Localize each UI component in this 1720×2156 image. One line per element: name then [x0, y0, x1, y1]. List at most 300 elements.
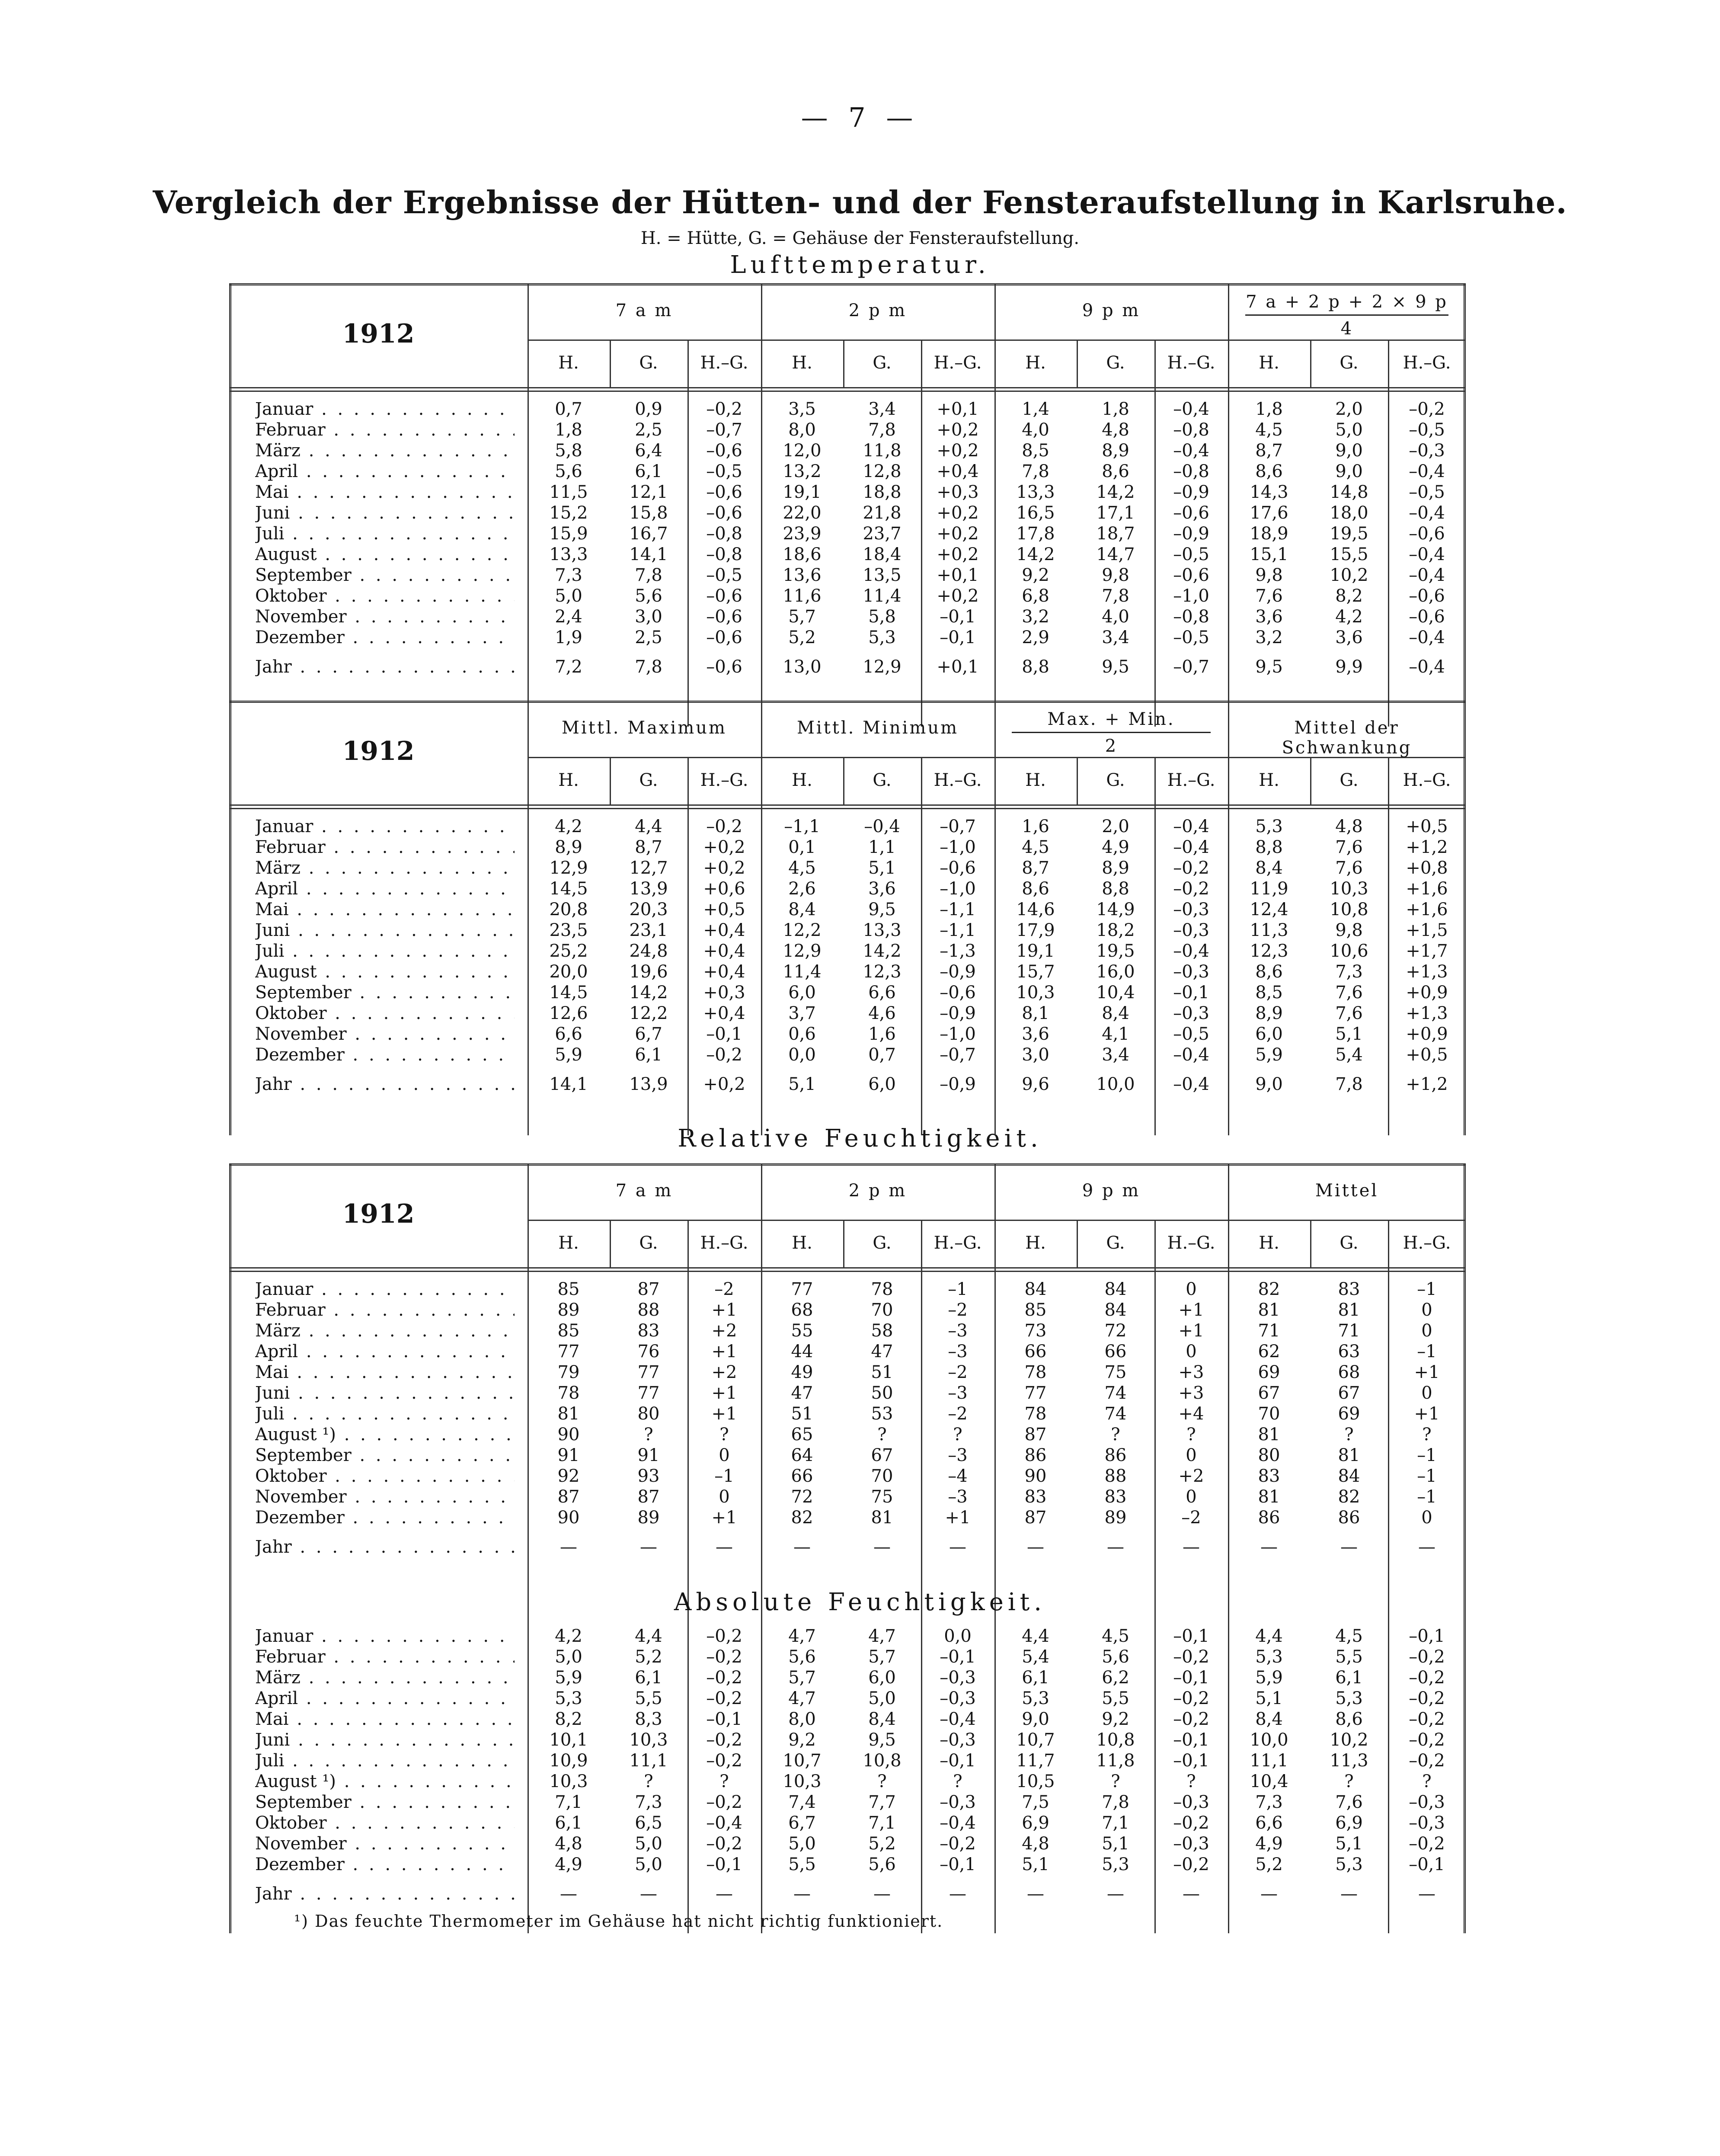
data-cell: ? — [644, 1425, 653, 1445]
abs-data-cell: –0,2 — [1173, 1688, 1209, 1708]
data-cell: –0,7 — [706, 420, 742, 440]
data-cell: +1,6 — [1406, 879, 1448, 899]
data-cell: 3,4 — [868, 399, 896, 419]
data-cell: 1,6 — [1022, 817, 1049, 836]
abs-data-cell: –0,1 — [1173, 1730, 1209, 1750]
data-cell: +3 — [1178, 1383, 1204, 1403]
data-cell: +0,5 — [1406, 1045, 1448, 1065]
abs-data-cell: –0,2 — [706, 1751, 742, 1771]
data-cell: 70 — [871, 1466, 893, 1486]
abs-data-cell: 5,7 — [868, 1647, 896, 1667]
data-cell: +0,4 — [703, 1003, 745, 1023]
abs-data-cell: –0,2 — [1409, 1647, 1445, 1667]
header-bottom-line — [229, 1267, 1466, 1269]
month-label: Juli — [255, 524, 285, 544]
abs-data-cell: –0,1 — [1409, 1626, 1445, 1646]
abs-data-cell: 8,2 — [555, 1709, 582, 1729]
data-cell: 4,5 — [788, 858, 816, 878]
data-cell: 3,6 — [868, 879, 896, 899]
data-cell: –0,5 — [1173, 1024, 1209, 1044]
data-cell: 4,2 — [1335, 607, 1363, 627]
abs-data-cell: 7,8 — [1102, 1792, 1129, 1812]
data-cell: 69 — [1338, 1404, 1360, 1424]
data-cell: –0,9 — [1173, 482, 1209, 502]
fraction-denominator: 2 — [1105, 736, 1118, 756]
data-row-label — [255, 817, 515, 836]
data-cell: 0 — [1186, 1445, 1197, 1465]
data-cell: +1 — [711, 1383, 737, 1403]
abs-data-cell: –0,2 — [1409, 1709, 1445, 1729]
table-year-label: 1912 — [342, 736, 415, 766]
abs-data-cell: 6,1 — [1335, 1668, 1363, 1688]
data-cell: — — [640, 1537, 657, 1557]
data-cell: 8,2 — [1335, 586, 1363, 606]
data-cell: +1,5 — [1406, 920, 1448, 940]
abs-data-cell: –0,2 — [706, 1688, 742, 1708]
data-cell: 83 — [1104, 1487, 1127, 1507]
data-cell: 1,8 — [1102, 399, 1129, 419]
data-cell: 0,7 — [868, 1045, 896, 1065]
abs-data-cell: –0,2 — [706, 1668, 742, 1688]
abs-data-cell: –0,2 — [706, 1834, 742, 1854]
column-group-header: Mittel der Schwankung — [1282, 718, 1412, 758]
abs-data-row-label — [255, 1647, 515, 1667]
data-row-label — [255, 1003, 515, 1023]
data-cell: 8,1 — [1022, 1003, 1049, 1023]
data-cell: ? — [953, 1425, 962, 1445]
data-cell: 81 — [1258, 1300, 1280, 1320]
data-cell: ? — [1422, 1425, 1432, 1445]
abs-data-cell: 4,9 — [1255, 1834, 1283, 1854]
data-cell: –0,3 — [1173, 920, 1209, 940]
data-cell: 12,2 — [783, 920, 822, 940]
data-cell: +0,2 — [937, 524, 979, 544]
month-label: Dezember — [255, 1045, 345, 1065]
abs-data-cell: 5,4 — [1022, 1647, 1049, 1667]
data-cell: 11,3 — [1250, 920, 1288, 940]
data-cell: — — [1340, 1537, 1358, 1557]
data-cell: –0,2 — [1173, 879, 1209, 899]
subheader-h: H. — [792, 353, 812, 373]
abs-data-cell: 7,5 — [1022, 1792, 1049, 1812]
data-cell: –1,1 — [940, 920, 976, 940]
abs-data-cell: –0,2 — [1409, 1730, 1445, 1750]
month-label: Januar — [255, 1626, 313, 1646]
data-cell: 6,0 — [1255, 1024, 1283, 1044]
data-cell: 84 — [1104, 1300, 1127, 1320]
section-title-lufttemperatur: Lufttemperatur. — [730, 251, 990, 279]
data-cell: 5,0 — [555, 586, 582, 606]
abs-data-cell: 10,2 — [1330, 1730, 1368, 1750]
abs-data-row-label — [255, 1884, 515, 1904]
table-left-border — [229, 1163, 231, 1933]
abs-data-cell: 4,7 — [868, 1626, 896, 1646]
month-label: Jahr — [255, 1884, 292, 1904]
abs-data-cell: ? — [644, 1772, 653, 1791]
data-cell: 1,9 — [555, 628, 582, 647]
data-cell: –2 — [948, 1404, 968, 1424]
data-cell: 18,4 — [863, 545, 902, 564]
data-cell: 0 — [1421, 1508, 1432, 1528]
subheader-h: H. — [792, 770, 812, 790]
data-cell: +0,4 — [703, 962, 745, 982]
abs-data-cell: — — [1418, 1884, 1435, 1904]
data-cell: 79 — [557, 1362, 580, 1382]
data-cell: — — [1107, 1537, 1124, 1557]
header-bottom-line-2 — [229, 1271, 1466, 1272]
data-cell: 12,3 — [863, 962, 902, 982]
data-row-label — [255, 1300, 515, 1320]
data-cell: — — [949, 1537, 966, 1557]
subheader-diff: H.–G. — [1403, 1233, 1451, 1253]
abs-data-cell: ? — [1422, 1772, 1432, 1791]
data-cell: 0,1 — [788, 837, 816, 857]
data-cell: –0,2 — [706, 399, 742, 419]
data-cell: –1 — [1417, 1342, 1437, 1362]
data-cell: –1,3 — [940, 941, 976, 961]
data-cell: –0,5 — [1409, 420, 1445, 440]
data-cell: –0,3 — [1409, 441, 1445, 461]
data-cell: 8,5 — [1255, 983, 1283, 1003]
subheader-g: G. — [1340, 353, 1359, 373]
data-cell: +1 — [711, 1508, 737, 1528]
data-row-label — [255, 1362, 515, 1382]
data-cell: 8,9 — [555, 837, 582, 857]
month-label: November — [255, 607, 347, 627]
subheader-diff: H.–G. — [1167, 770, 1215, 790]
data-cell: 86 — [1258, 1508, 1280, 1528]
data-cell: 90 — [557, 1425, 580, 1445]
data-cell: — — [873, 1537, 891, 1557]
data-cell: 5,8 — [555, 441, 582, 461]
data-cell: 2,4 — [555, 607, 582, 627]
data-cell: –0,8 — [706, 524, 742, 544]
header-divider — [528, 1220, 1466, 1221]
data-row-label — [255, 1383, 515, 1403]
month-label: April — [255, 879, 298, 899]
data-cell: 11,4 — [783, 962, 822, 982]
footnote: ¹) Das feuchte Thermometer im Gehäuse hat nicht richtig funktioniert. — [294, 1912, 943, 1931]
subheader-diff: H.–G. — [934, 770, 982, 790]
data-cell: 85 — [557, 1279, 580, 1299]
data-cell: 14,2 — [863, 941, 902, 961]
data-cell: –0,4 — [1173, 399, 1209, 419]
data-cell: 4,4 — [635, 817, 662, 836]
abs-data-cell: 5,9 — [555, 1668, 582, 1688]
subheader-diff: H.–G. — [1167, 353, 1215, 373]
data-cell: +0,8 — [1406, 858, 1448, 878]
data-cell: +0,1 — [937, 399, 979, 419]
data-cell: +1,7 — [1406, 941, 1448, 961]
subheader-diff: H.–G. — [700, 1233, 748, 1253]
abs-data-cell: 4,5 — [1102, 1626, 1129, 1646]
data-cell: 8,6 — [1255, 962, 1283, 982]
data-cell: –0,6 — [940, 858, 976, 878]
data-cell: 77 — [637, 1362, 660, 1382]
data-cell: –1,0 — [940, 837, 976, 857]
data-cell: 51 — [871, 1362, 893, 1382]
data-cell: 0 — [1186, 1487, 1197, 1507]
data-cell: 8,7 — [1255, 441, 1283, 461]
data-cell: –0,2 — [706, 1045, 742, 1065]
data-cell: 8,8 — [1022, 657, 1049, 677]
data-cell: 89 — [557, 1300, 580, 1320]
data-cell: –4 — [948, 1466, 968, 1486]
data-cell: 1,8 — [1255, 399, 1283, 419]
data-cell: 9,0 — [1335, 441, 1363, 461]
column-group-header: Max. + Min. — [1047, 709, 1175, 729]
month-label: November — [255, 1487, 347, 1507]
data-cell: +1,3 — [1406, 962, 1448, 982]
data-cell: 81 — [1258, 1425, 1280, 1445]
data-row-label — [255, 503, 515, 523]
data-cell: 78 — [1024, 1362, 1047, 1382]
data-cell: –0,9 — [940, 962, 976, 982]
data-cell: –3 — [948, 1321, 968, 1341]
subheader-h: H. — [558, 1233, 579, 1253]
data-cell: 90 — [1024, 1466, 1047, 1486]
data-cell: 16,5 — [1016, 503, 1055, 523]
abs-data-cell: 6,5 — [635, 1813, 662, 1833]
month-label: April — [255, 1688, 298, 1708]
data-cell: 86 — [1104, 1445, 1127, 1465]
data-cell: –0,4 — [1173, 941, 1209, 961]
subheader-diff: H.–G. — [934, 1233, 982, 1253]
subheader-g: G. — [1106, 1233, 1125, 1253]
data-cell: 5,9 — [555, 1045, 582, 1065]
abs-data-cell: 7,3 — [1255, 1792, 1283, 1812]
abs-data-cell: — — [1027, 1884, 1044, 1904]
data-cell: –0,1 — [940, 607, 976, 627]
data-cell: 86 — [1338, 1508, 1360, 1528]
abs-data-cell: 4,5 — [1335, 1626, 1363, 1646]
month-label: Oktober — [255, 1813, 327, 1833]
month-label: März — [255, 1321, 301, 1341]
data-cell: 80 — [637, 1404, 660, 1424]
month-label: Oktober — [255, 1003, 327, 1023]
data-cell: 10,4 — [1096, 983, 1135, 1003]
month-label: August — [255, 962, 317, 982]
data-cell: 8,7 — [635, 837, 662, 857]
abs-data-cell: 5,6 — [788, 1647, 816, 1667]
abs-data-cell: –0,2 — [706, 1626, 742, 1646]
data-cell: 82 — [1258, 1279, 1280, 1299]
data-cell: 7,2 — [555, 657, 582, 677]
abs-data-cell: 5,9 — [1255, 1668, 1283, 1688]
data-cell: –0,6 — [706, 607, 742, 627]
month-label: Mai — [255, 482, 289, 502]
data-cell: –1 — [1417, 1279, 1437, 1299]
data-cell: — — [1183, 1537, 1200, 1557]
month-label: Dezember — [255, 1508, 345, 1528]
data-cell: 7,6 — [1335, 983, 1363, 1003]
data-cell: +0,2 — [937, 586, 979, 606]
data-cell: 0 — [1421, 1321, 1432, 1341]
abs-data-cell: 7,1 — [868, 1813, 896, 1833]
data-cell: 77 — [557, 1342, 580, 1362]
column-group-header: Mittel — [1315, 1181, 1379, 1201]
abs-data-cell: –0,2 — [1409, 1834, 1445, 1854]
data-cell: 14,5 — [549, 879, 588, 899]
abs-data-cell: 6,1 — [635, 1668, 662, 1688]
data-row-label — [255, 524, 515, 544]
subheader-diff: H.–G. — [700, 353, 748, 373]
data-cell: 87 — [557, 1487, 580, 1507]
abs-data-cell: –0,3 — [1409, 1792, 1445, 1812]
data-cell: +0,2 — [703, 858, 745, 878]
abs-data-cell: –0,2 — [706, 1792, 742, 1812]
data-cell: 12,2 — [629, 1003, 668, 1023]
abs-data-cell: 5,5 — [1335, 1647, 1363, 1667]
data-cell: 15,7 — [1016, 962, 1055, 982]
data-row-label — [255, 900, 515, 919]
abs-data-cell: 5,5 — [1102, 1688, 1129, 1708]
data-cell: 15,2 — [549, 503, 588, 523]
data-cell: 77 — [791, 1279, 813, 1299]
data-row-label — [255, 879, 515, 899]
abs-data-cell: 11,1 — [629, 1751, 668, 1771]
data-cell: — — [1027, 1537, 1044, 1557]
data-cell: 5,0 — [1335, 420, 1363, 440]
abs-data-cell: ? — [719, 1772, 729, 1791]
data-cell: 7,8 — [1335, 1074, 1363, 1094]
data-cell: –0,6 — [940, 983, 976, 1003]
abs-data-row-label — [255, 1668, 515, 1688]
data-cell: –1,1 — [784, 817, 820, 836]
data-cell: 10,0 — [1096, 1074, 1135, 1094]
data-cell: +0,6 — [703, 879, 745, 899]
data-cell: 75 — [1104, 1362, 1127, 1382]
data-cell: 65 — [791, 1425, 813, 1445]
data-cell: 10,8 — [1330, 900, 1368, 919]
data-cell: –0,9 — [940, 1003, 976, 1023]
month-label: August ¹) — [255, 1772, 336, 1791]
data-cell: +1,6 — [1406, 900, 1448, 919]
abs-data-cell: 8,6 — [1335, 1709, 1363, 1729]
abs-data-row-label — [255, 1626, 515, 1646]
table-top-border — [229, 283, 1466, 285]
data-cell: 91 — [637, 1445, 660, 1465]
data-cell: 3,4 — [1102, 1045, 1129, 1065]
data-cell: 92 — [557, 1466, 580, 1486]
abs-data-cell: — — [1107, 1884, 1124, 1904]
data-cell: +1 — [1414, 1404, 1440, 1424]
subheader-h: H. — [1025, 353, 1046, 373]
section-title-absolute-feuchtigkeit: Absolute Feuchtigkeit. — [674, 1588, 1046, 1616]
data-cell: +0,2 — [937, 503, 979, 523]
abs-data-cell: 7,3 — [635, 1792, 662, 1812]
data-cell: 23,9 — [783, 524, 822, 544]
month-label: Mai — [255, 1709, 289, 1729]
data-cell: +1,3 — [1406, 1003, 1448, 1023]
data-cell: 14,5 — [549, 983, 588, 1003]
data-cell: 5,8 — [868, 607, 896, 627]
abs-data-cell: 10,1 — [549, 1730, 588, 1750]
data-cell: +1 — [711, 1342, 737, 1362]
data-cell: 14,6 — [1016, 900, 1055, 919]
subheader-h: H. — [792, 1233, 812, 1253]
data-cell: 8,5 — [1022, 441, 1049, 461]
data-cell: 13,3 — [1016, 482, 1055, 502]
data-cell: 77 — [637, 1383, 660, 1403]
data-cell: 83 — [1258, 1466, 1280, 1486]
data-cell: 14,8 — [1330, 482, 1368, 502]
data-cell: 7,8 — [635, 565, 662, 585]
data-cell: –0,4 — [864, 817, 900, 836]
abs-data-cell: –0,3 — [940, 1792, 976, 1812]
table-year-label: 1912 — [342, 319, 415, 349]
subheader-g: G. — [873, 1233, 892, 1253]
data-cell: ? — [1186, 1425, 1196, 1445]
abs-data-cell: –0,2 — [1409, 1668, 1445, 1688]
data-cell: 3,5 — [788, 399, 816, 419]
data-cell: 12,4 — [1250, 900, 1288, 919]
abs-data-cell: 10,8 — [1096, 1730, 1135, 1750]
data-cell: 23,7 — [863, 524, 902, 544]
data-cell: 5,1 — [788, 1074, 816, 1094]
data-cell: 78 — [871, 1279, 893, 1299]
data-row-label — [255, 983, 515, 1003]
abs-data-cell: 5,3 — [1102, 1855, 1129, 1874]
data-cell: 83 — [1338, 1279, 1360, 1299]
abs-data-cell: 0,0 — [944, 1626, 972, 1646]
data-cell: 5,2 — [788, 628, 816, 647]
data-cell: –0,6 — [1409, 607, 1445, 627]
subheader-diff: H.–G. — [700, 770, 748, 790]
month-label: Januar — [255, 817, 313, 836]
data-cell: 76 — [637, 1342, 660, 1362]
data-cell: 4,0 — [1102, 607, 1129, 627]
abs-data-cell: 10,4 — [1250, 1772, 1288, 1791]
data-cell: 8,6 — [1102, 461, 1129, 481]
abs-data-cell: 11,3 — [1330, 1751, 1368, 1771]
data-cell: –0,6 — [1173, 503, 1209, 523]
data-cell: 83 — [1024, 1487, 1047, 1507]
subheader-h: H. — [1259, 770, 1279, 790]
data-cell: 13,9 — [629, 879, 668, 899]
abs-data-cell: 5,0 — [635, 1855, 662, 1874]
subheader-g: G. — [1340, 1233, 1359, 1253]
data-cell: –3 — [948, 1383, 968, 1403]
column-group-header: 7 a m — [615, 1181, 673, 1201]
data-cell: 11,9 — [1250, 879, 1288, 899]
data-cell: 77 — [1024, 1383, 1047, 1403]
data-cell: 18,7 — [1096, 524, 1135, 544]
abs-data-cell: — — [1183, 1884, 1200, 1904]
data-cell: 12,9 — [549, 858, 588, 878]
data-cell: 16,7 — [629, 524, 668, 544]
abs-data-cell: 7,4 — [788, 1792, 816, 1812]
data-cell: 5,1 — [1335, 1024, 1363, 1044]
data-row-label — [255, 962, 515, 982]
abs-data-cell: –0,2 — [706, 1647, 742, 1667]
data-cell: 2,5 — [635, 420, 662, 440]
data-cell: 5,3 — [1255, 817, 1283, 836]
data-cell: 51 — [791, 1404, 813, 1424]
data-cell: 8,7 — [1022, 858, 1049, 878]
abs-data-cell: 6,1 — [555, 1813, 582, 1833]
abs-data-cell: 4,4 — [1022, 1626, 1049, 1646]
abs-data-cell: 5,6 — [868, 1855, 896, 1874]
column-group-header: 9 p m — [1082, 301, 1141, 320]
month-label: April — [255, 1342, 298, 1362]
data-cell: 63 — [1338, 1342, 1360, 1362]
data-cell: 18,8 — [863, 482, 902, 502]
subheader-h: H. — [558, 770, 579, 790]
data-cell: — — [793, 1537, 811, 1557]
data-cell: 82 — [791, 1508, 813, 1528]
data-cell: 2,0 — [1335, 399, 1363, 419]
